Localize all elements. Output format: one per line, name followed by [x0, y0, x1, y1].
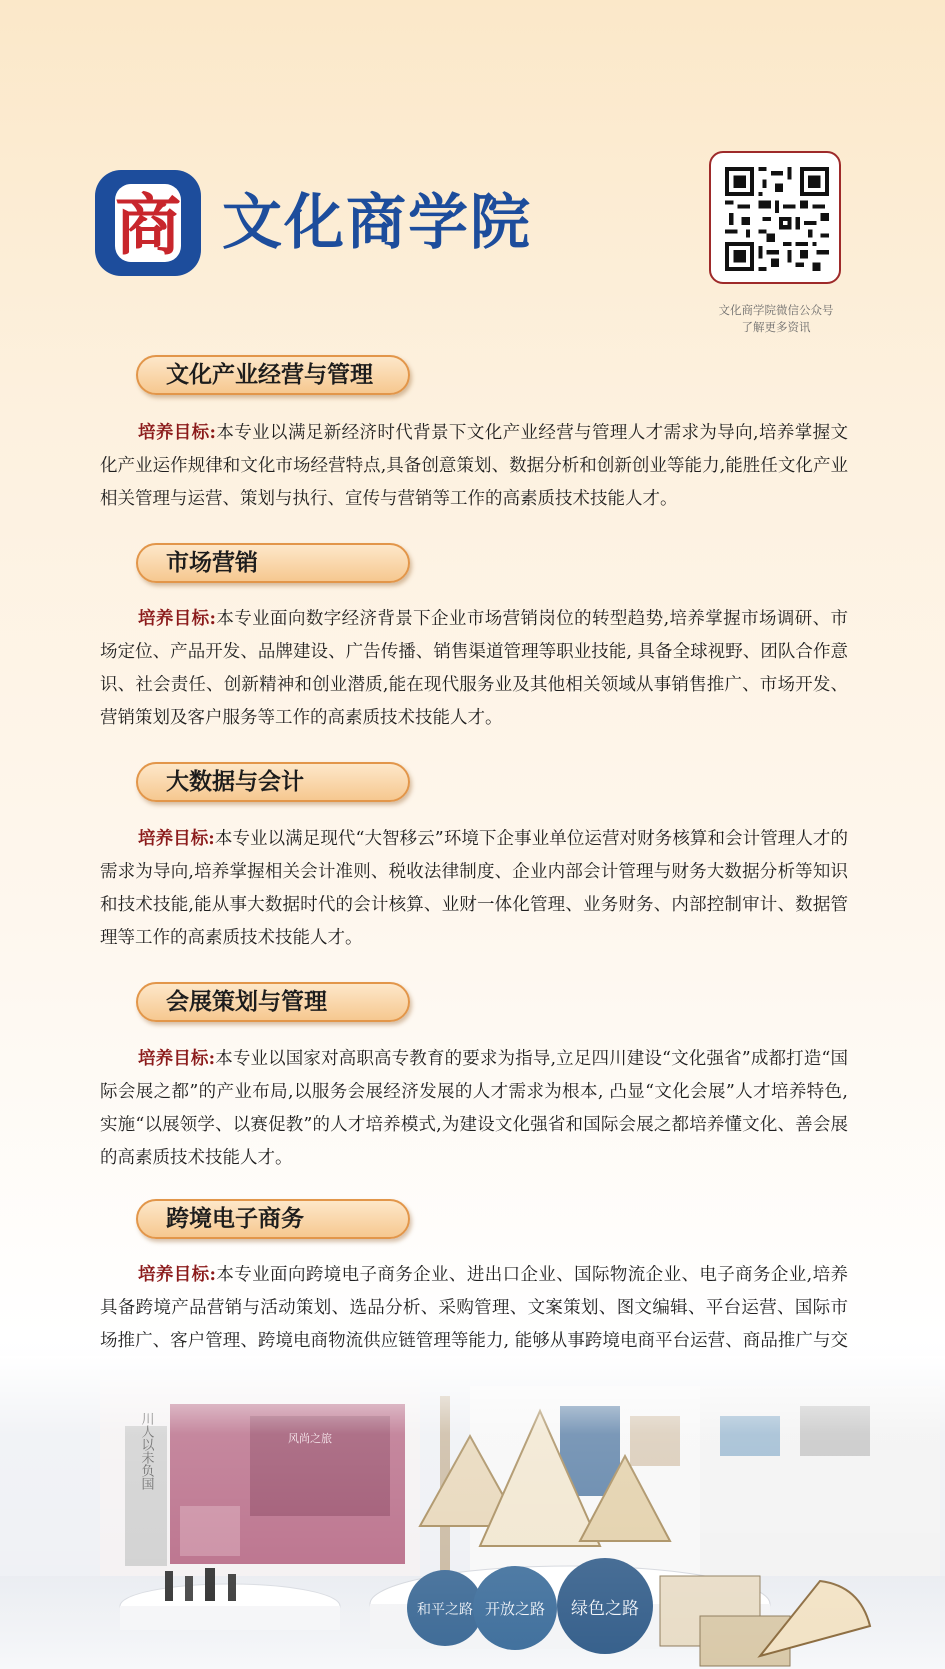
major-desc-exhibition	[100, 1043, 848, 1175]
college-logo	[95, 170, 201, 276]
goal-label: 培养目标:	[138, 829, 215, 849]
major-desc-cultural-industry	[100, 417, 848, 516]
goal-text: 本专业以满足新经济时代背景下文化产业经营与管理人才需求为导向,培养掌握文化产业运作规律和文化市场经营特点,具备创意策划、数据分析和创新创业等能力,能胜任文化产业相关管理与运营、策划与执行、宣传与营销等工作的高素质技术技能人才。	[100, 423, 848, 509]
qr-caption	[690, 302, 862, 336]
exhibition-hall-photo	[0, 1356, 945, 1669]
goal-label: 培养目标:	[138, 423, 217, 443]
goal-text: 本专业以满足现代“大智移云”环境下企事业单位运营对财务核算和会计管理人才的需求为导向,培养掌握相关会计准则、税收法律制度、企业内部会计管理与财务大数据分析等知识和技术技能,能从事大数据时代的会计核算、业财一体化管理、业务财务、内部控制审计、数据管理等工作的高素质技术技能人才。	[100, 829, 849, 948]
goal-label: 培养目标:	[138, 609, 217, 629]
wechat-qr-code[interactable]	[709, 151, 841, 284]
logo-char: 商	[115, 186, 181, 264]
major-title-cross-border-ecommerce: 跨境电子商务	[136, 1199, 410, 1239]
major-title-big-data-accounting: 大数据与会计	[136, 762, 410, 802]
goal-text: 本专业面向跨境电子商务企业、进出口企业、国际物流企业、电子商务企业,培养具备跨境产品营销与活动策划、选品分析、采购管理、文案策划、图文编辑、平台运营、国际市场推广、客户管理、跨境电商物流供应链管理等能力, 能够从事跨境电商平台运营、商品推广与交	[100, 1265, 848, 1351]
major-title-cultural-industry: 文化产业经营与管理	[136, 355, 410, 395]
college-name: 文化商学院	[222, 188, 532, 258]
major-desc-big-data-accounting	[100, 823, 848, 955]
goal-label: 培养目标:	[138, 1049, 216, 1069]
major-desc-marketing	[100, 603, 848, 735]
qr-caption-line2: 了解更多资讯	[741, 320, 811, 334]
qr-code-icon	[725, 167, 829, 271]
goal-text: 本专业面向数字经济背景下企业市场营销岗位的转型趋势,培养掌握市场调研、市场定位、产品开发、品牌建设、广告传播、销售渠道管理等职业技能, 具备全球视野、团队合作意识、社会责任、创新精神和创业潜质,能在现代服务业及其他相关领域从事销售推广、市场开发、营销策划及客户服务等工作的高素质技术技能人才。	[100, 609, 848, 728]
major-title-marketing: 市场营销	[136, 543, 410, 583]
goal-label: 培养目标:	[138, 1265, 217, 1285]
qr-caption-line1: 文化商学院微信公众号	[718, 303, 834, 317]
logo-emblem	[95, 170, 201, 276]
major-title-exhibition: 会展策划与管理	[136, 982, 410, 1022]
exhibition-hall-illustration	[0, 1356, 945, 1669]
goal-text: 本专业以国家对高职高专教育的要求为指导,立足四川建设“文化强省”成都打造“国际会展之都”的产业布局,以服务会展经济发展的人才需求为根本, 凸显“文化会展”人才培养特色,实施“以展领学、以赛促教”的人才培养模式,为建设文化强省和国际会展之都培养懂文化、善会展的高素质技术技能人才。	[100, 1049, 848, 1168]
